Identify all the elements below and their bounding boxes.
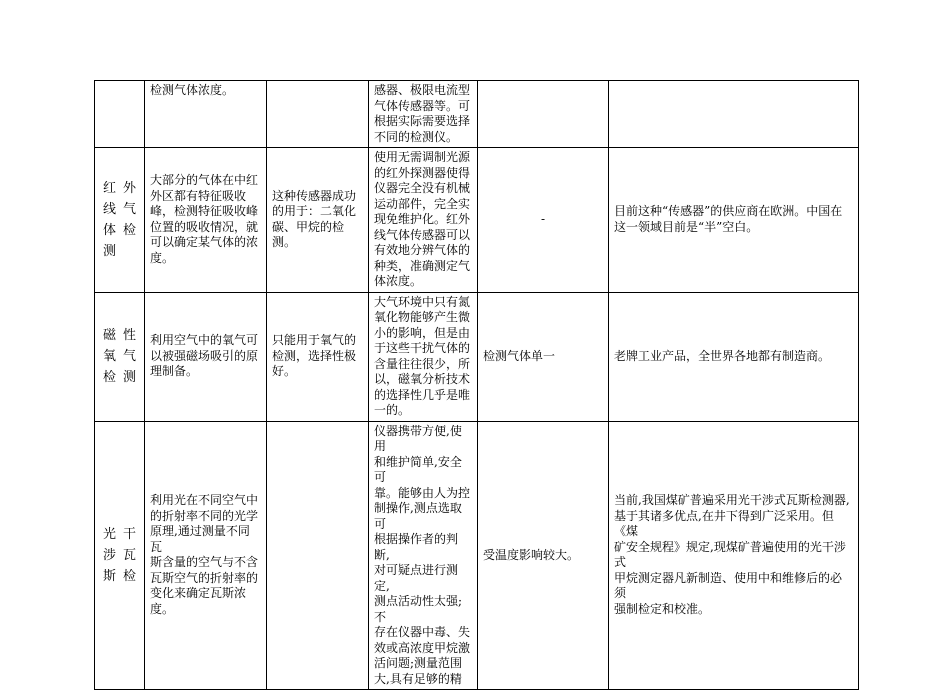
- advantages-cell: 大气环境中只有氮 氧化物能够产生微 小的影响，但是由 于这些干扰气体的 含量往往很少，所 以，磁氧分析技术 的选择性几乎是唯 一的。: [369, 292, 478, 421]
- principle-cell: 利用光在不同空气中 的折射率不同的光学 原理,通过测量不同瓦 斯含量的空气与不含 瓦斯空气的折射率的 变化来确定瓦斯浓 度。: [145, 421, 267, 690]
- table-row: [95, 81, 859, 148]
- table-row: [95, 292, 859, 421]
- disadvantages-cell: -: [478, 148, 609, 293]
- method-name-cell: 磁性 氧气 检测: [95, 292, 145, 421]
- usage-cell: 只能用于氧气的 检测，选择性极 好。: [267, 292, 369, 421]
- usage-cell: [267, 81, 369, 148]
- table-row: [95, 421, 859, 690]
- principle-cell: 检测气体浓度。: [145, 81, 267, 148]
- method-name-cell: 光干 涉瓦 斯检: [95, 421, 145, 690]
- table-row: [95, 148, 859, 293]
- usage-cell: [267, 421, 369, 690]
- method-name-cell: [95, 81, 145, 148]
- usage-cell: 这种传感器成功 的用于：二氧化 碳、甲烷的检测。: [267, 148, 369, 293]
- principle-cell: 大部分的气体在中红 外区都有特征吸收 峰，检测特征吸收峰 位置的吸收情况，就 可以确定某气体的浓 度。: [145, 148, 267, 293]
- advantages-cell: 使用无需调制光源 的红外探测器使得 仪器完全没有机械 运动部件，完全实 现免维护化。红外 线气体传感器可以 有效地分辨气体的 种类，准确测定气 体浓度。: [369, 148, 478, 293]
- notes-cell: 当前,我国煤矿普遍采用光干涉式瓦斯检测器, 基于其诸多优点,在井下得到广泛采用。但《煤 矿安全规程》规定,现煤矿普遍使用的光干涉式 甲烷测定器凡新制造、使用中和维修后的必须 强制检定和校准。: [609, 421, 859, 690]
- method-name-cell: 红外 线气 体检 测: [95, 148, 145, 293]
- disadvantages-cell: [478, 81, 609, 148]
- advantages-cell: 感器、极限电流型 气体传感器等。可 根据实际需要选择 不同的检测仪。: [369, 81, 478, 148]
- advantages-cell: 仪器携带方便,使用 和维护简单,安全可 靠。能够由人为控 制操作,测点选取可 根据操作者的判断, 对可疑点进行测定, 测点活动性太强;不 存在仪器中毒、失 效或高浓度甲烷激 活问题;测量范围 大,具有足够的精: [369, 421, 478, 690]
- notes-cell: [609, 81, 859, 148]
- principle-cell: 利用空气中的氧气可 以被强磁场吸引的原 理制备。: [145, 292, 267, 421]
- disadvantages-cell: 受温度影响较大。: [478, 421, 609, 690]
- sensor-comparison-table: [94, 80, 859, 690]
- disadvantages-cell: 检测气体单一: [478, 292, 609, 421]
- notes-cell: 老牌工业产品，全世界各地都有制造商。: [609, 292, 859, 421]
- notes-cell: 目前这种“传感器”的供应商在欧洲。中国在 这一领域目前是“半”空白。: [609, 148, 859, 293]
